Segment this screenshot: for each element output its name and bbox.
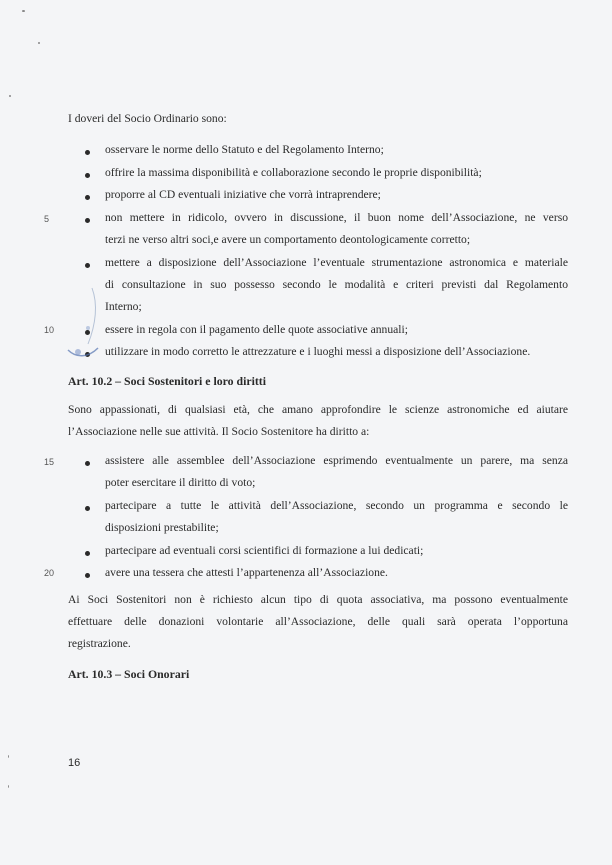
list-bullet bbox=[85, 263, 90, 268]
list-bullet bbox=[85, 573, 90, 578]
duty-item-5-line-2: di consultazione in suo possesso secondo le modalità e criteri previsti dal Regolamento bbox=[105, 278, 568, 291]
duty-item-4-line-1: non mettere in ridicolo, ovvero in discussione, il buon nome dell’Associazione, ne verso bbox=[105, 211, 568, 224]
duty-item-7: utilizzare in modo corretto le attrezzature e i luoghi messi a disposizione dell’Associazione. bbox=[105, 345, 531, 358]
list-bullet bbox=[85, 506, 90, 511]
duty-item-1: osservare le norme dello Statuto e del Regolamento Interno; bbox=[105, 143, 384, 156]
list-bullet bbox=[85, 551, 90, 556]
list-bullet bbox=[85, 173, 90, 178]
paragraph-2-line-1: Ai Soci Sostenitori non è richiesto alcun tipo di quota associativa, ma possono eventualmente bbox=[68, 593, 568, 606]
paragraph-1-line-1: Sono appassionati, di qualsiasi età, che amano approfondire le scienze astronomiche ed aiutare bbox=[68, 403, 568, 416]
paragraph-2-line-2: effettuare delle donazioni volontarie all’Associazione, delle quali sarà operata l’opportuna bbox=[68, 615, 568, 628]
list-bullet bbox=[85, 150, 90, 155]
right-item-1-line-1: assistere alle assemblee dell’Associazione esprimendo eventualmente un parere, ma senza bbox=[105, 454, 568, 467]
scan-speck bbox=[8, 755, 9, 758]
paragraph-1-line-2: l’Associazione nelle sue attività. Il Socio Sostenitore ha diritto a: bbox=[68, 425, 370, 438]
list-bullet bbox=[85, 218, 90, 223]
intro-text: I doveri del Socio Ordinario sono: bbox=[68, 112, 227, 125]
duty-item-4-line-2: terzi ne verso altri soci,e avere un comportamento deontologicamente corretto; bbox=[105, 233, 471, 246]
duty-item-2: offrire la massima disponibilità e collaborazione secondo le proprie disponibilità; bbox=[105, 166, 482, 179]
right-item-4: avere una tessera che attesti l’appartenenza all’Associazione. bbox=[105, 566, 388, 579]
scan-speck bbox=[9, 95, 11, 97]
stamp-mark bbox=[58, 284, 106, 364]
section-heading-10-2: Art. 10.2 – Soci Sostenitori e loro diritti bbox=[68, 374, 267, 388]
right-item-2-line-2: disposizioni prestabilite; bbox=[105, 521, 219, 534]
right-item-3: partecipare ad eventuali corsi scientifici di formazione a lui dedicati; bbox=[105, 544, 424, 557]
paragraph-2-line-3: registrazione. bbox=[68, 637, 131, 650]
scan-speck bbox=[38, 42, 40, 44]
list-bullet bbox=[85, 461, 90, 466]
right-item-2-line-1: partecipare a tutte le attività dell’Associazione, secondo un programma e secondo le bbox=[105, 499, 568, 512]
section-heading-10-3: Art. 10.3 – Soci Onorari bbox=[68, 667, 190, 681]
duty-item-5-line-1: mettere a disposizione dell’Associazione l’eventuale strumentazione astronomica e materiale bbox=[105, 256, 568, 269]
line-number: 5 bbox=[44, 214, 50, 224]
right-item-1-line-2: poter esercitare il diritto di voto; bbox=[105, 476, 256, 489]
page-number: 16 bbox=[68, 757, 81, 769]
line-number: 20 bbox=[44, 568, 55, 578]
line-number: 10 bbox=[44, 325, 55, 335]
scan-speck bbox=[8, 785, 9, 788]
duty-item-3: proporre al CD eventuali iniziative che vorrà intraprendere; bbox=[105, 188, 381, 201]
line-number: 15 bbox=[44, 457, 55, 467]
duty-item-6: essere in regola con il pagamento delle quote associative annuali; bbox=[105, 323, 408, 336]
list-bullet bbox=[85, 195, 90, 200]
duty-item-5-line-3: Interno; bbox=[105, 300, 142, 313]
scan-speck bbox=[22, 10, 25, 12]
